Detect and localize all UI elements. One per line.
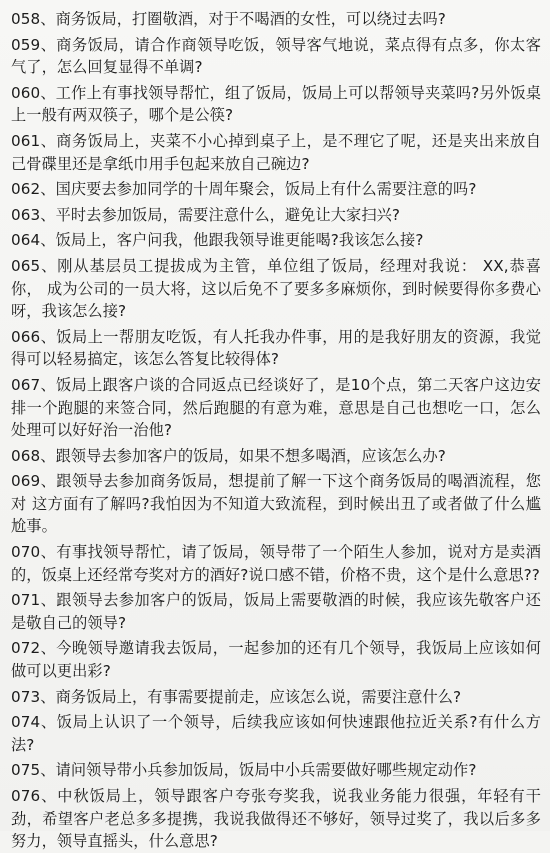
question-073: 073、商务饭局上，有事需要提前走，应该怎么说，需要注意什么? xyxy=(11,687,462,706)
question-059: 059、商务饭局，请合作商领导吃饭，领导客气地说，菜点得有点多，你太客气了，怎么回复显得不单调? xyxy=(11,35,541,77)
question-068: 068、跟领导去参加客户的饭局，如果不想多喝酒，应该怎么办? xyxy=(11,446,446,465)
question-072: 072、今晚领导邀请我去饭局，一起参加的还有几个领导，我饭局上应该如何做可以更出彩? xyxy=(11,639,541,681)
question-061: 061、商务饭局上，夹菜不小心掉到桌子上，是不理它了呢，还是夹出来放自己骨碟里还是拿纸巾用手包起来放自己碗边? xyxy=(11,131,541,173)
question-070: 070、有事找领导帮忙，请了饭局，领导带了一个陌生人参加，说对方是卖酒的，饭桌上还经常夸奖对方的酒好?说口感不错，价格不贵，这个是什么意思?? xyxy=(11,543,541,584)
question-065: 065、刚从基层员工提拔成为主管，单位组了饭局，经理对我说： XX,恭喜你， 成为公司的一员大将，这以后免不了要多多麻烦你，到时候要得你多费心呀，我该怎么接? xyxy=(11,256,541,321)
question-071: 071、跟领导去参加客户的饭局，饭局上需要敬酒的时候，我应该先敬客户还是敬自己的领导? xyxy=(11,591,541,632)
question-062: 062、国庆要去参加同学的十周年聚会，饭局上有什么需要注意的吗? xyxy=(11,180,477,199)
question-066: 066、饭局上一帮朋友吃饭，有人托我办件事，用的是我好朋友的资源，我觉得可以轻易搞定，该怎么答复比较得体? xyxy=(11,327,541,369)
question-064: 064、饭局上，客户问我，他跟我领导谁更能喝?我该怎么接? xyxy=(11,231,424,250)
question-list xyxy=(11,8,541,853)
question-060: 060、工作上有事找领导帮忙，组了饭局，饭局上可以帮领导夹菜吗?另外饭桌上一般有两双筷子，哪个是公筷? xyxy=(11,83,541,125)
question-063: 063、平时去参加饭局，需要注意什么，避免让大家扫兴? xyxy=(11,205,401,224)
question-058: 058、商务饭局，打圈敬酒，对于不喝酒的女性，可以绕过去吗? xyxy=(11,10,446,28)
question-067: 067、饭局上跟客户谈的合同返点已经谈好了，是10个点，第二天客户这边安排一个跑腿的来签合同，然后跑腿的有意为难，意思是自己也想吃一口，怎么处理可以好好治一治他? xyxy=(11,375,541,440)
question-075: 075、请问领导带小兵参加饭局，饭局中小兵需要做好哪些规定动作? xyxy=(11,761,477,780)
question-069: 069、跟领导去参加商务饭局，想提前了解一下这个商务饭局的喝酒流程，您对 这方面有了解吗?我怕因为不知道大致流程，到时候出丑了或者做了什么尴尬事。 xyxy=(11,472,541,536)
question-074: 074、饭局上认识了一个领导，后续我应该如何快速跟他拉近关系?有什么方法? xyxy=(11,713,541,754)
question-076: 076、中秋饭局上，领导跟客户夸张夸奖我，说我业务能力很强，年轻有干劲，希望客户老总多多提携，我说我做得还不够好，领导过奖了，我以后多多努力，领导直摇头，什么意思? xyxy=(11,787,541,851)
